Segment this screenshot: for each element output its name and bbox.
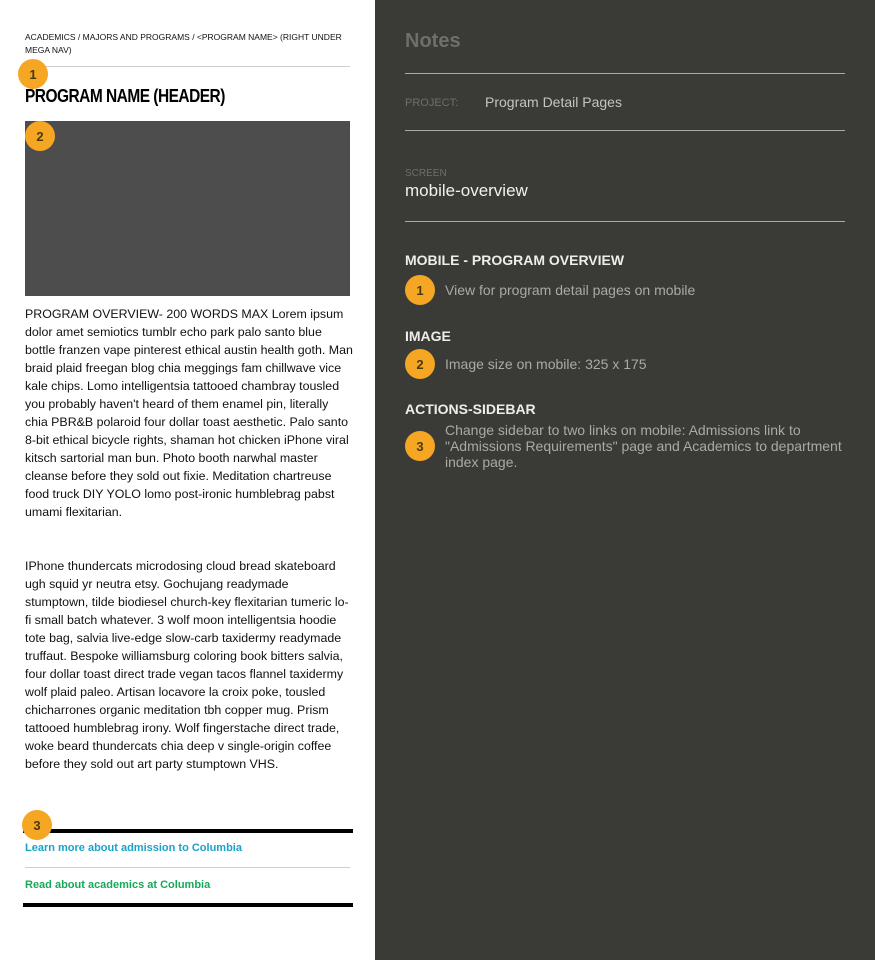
hero-image-placeholder — [25, 121, 350, 296]
sidebar-top-rule — [23, 829, 353, 833]
notes-title: Notes — [405, 30, 461, 52]
divider — [25, 867, 350, 868]
annotation-marker-3: 3 — [22, 810, 52, 840]
note-heading-1: MOBILE - PROGRAM OVERVIEW — [405, 252, 625, 268]
annotation-marker-2: 2 — [25, 121, 55, 151]
note-marker-2: 2 — [405, 349, 435, 379]
annotation-marker-1: 1 — [18, 59, 48, 89]
divider — [405, 130, 845, 131]
divider — [25, 66, 350, 67]
mobile-mockup — [0, 0, 375, 960]
divider — [405, 73, 845, 74]
note-text-2: Image size on mobile: 325 x 175 — [445, 356, 647, 372]
project-value: Program Detail Pages — [485, 94, 622, 110]
admission-link[interactable]: Learn more about admission to Columbia — [25, 842, 242, 854]
project-label: PROJECT: — [405, 97, 459, 109]
sidebar-bottom-rule — [23, 903, 353, 907]
note-text-3: Change sidebar to two links on mobile: Admissions link to "Admissions Requirements" page and Academics to department index page. — [445, 422, 842, 470]
divider — [405, 221, 845, 222]
screen-label: SCREEN — [405, 168, 447, 179]
program-overview-paragraph-1: PROGRAM OVERVIEW- 200 WORDS MAX Lorem ipsum dolor amet semiotics tumblr echo park palo santo blue bottle franzen vape pinterest ethical austin health goth. Man braid plaid freegan blog chia meggings fam chillwave vice kale chips. Lomo intelligentsia tattooed chambray tousled you probably haven't heard of them enamel pin, literally chia PBR&B polaroid four dollar toast aesthetic. Palo santo 8-bit ethical bicycle rights, shaman hot chicken iPhone viral kitsch sartorial man bun. Photo booth narwhal master cleanse before they sold out fixie. Meditation chartreuse food truck DIY YOLO lomo post-ironic humblebrag pabst umami flexitarian. — [25, 307, 353, 519]
note-heading-2: IMAGE — [405, 328, 451, 344]
note-text-1: View for program detail pages on mobile — [445, 282, 696, 298]
program-title: PROGRAM NAME (HEADER) — [25, 86, 225, 106]
breadcrumb: ACADEMICS / MAJORS AND PROGRAMS / <PROGRAM NAME> (RIGHT UNDER MEGA NAV) — [25, 32, 342, 55]
note-marker-3: 3 — [405, 431, 435, 461]
notes-panel — [375, 0, 875, 960]
academics-link[interactable]: Read about academics at Columbia — [25, 879, 211, 891]
program-overview-paragraph-2: IPhone thundercats microdosing cloud bread skateboard ugh squid yr neutra etsy. Gochujang readymade stumptown, tilde biodiesel church-key flexitarian tumeric lo-fi small batch whatever. 3 wolf moon intelligentsia hoodie tote bag, salvia live-edge slow-carb taxidermy readymade truffaut. Bespoke williamsburg coloring book bitters salvia, four dollar toast direct trade vegan tacos flannel taxidermy wolf plaid paleo. Artisan locavore la croix poke, tousled chicharrones organic meditation tbh copper mug. Prism tattooed humblebrag irony. Wolf fingerstache direct trade, woke beard thundercats chia deep v single-origin coffee before they sold out art party stumptown VHS. — [25, 559, 349, 771]
screen-value: mobile-overview — [405, 181, 528, 200]
note-heading-3: ACTIONS-SIDEBAR — [405, 401, 536, 417]
note-marker-1: 1 — [405, 275, 435, 305]
